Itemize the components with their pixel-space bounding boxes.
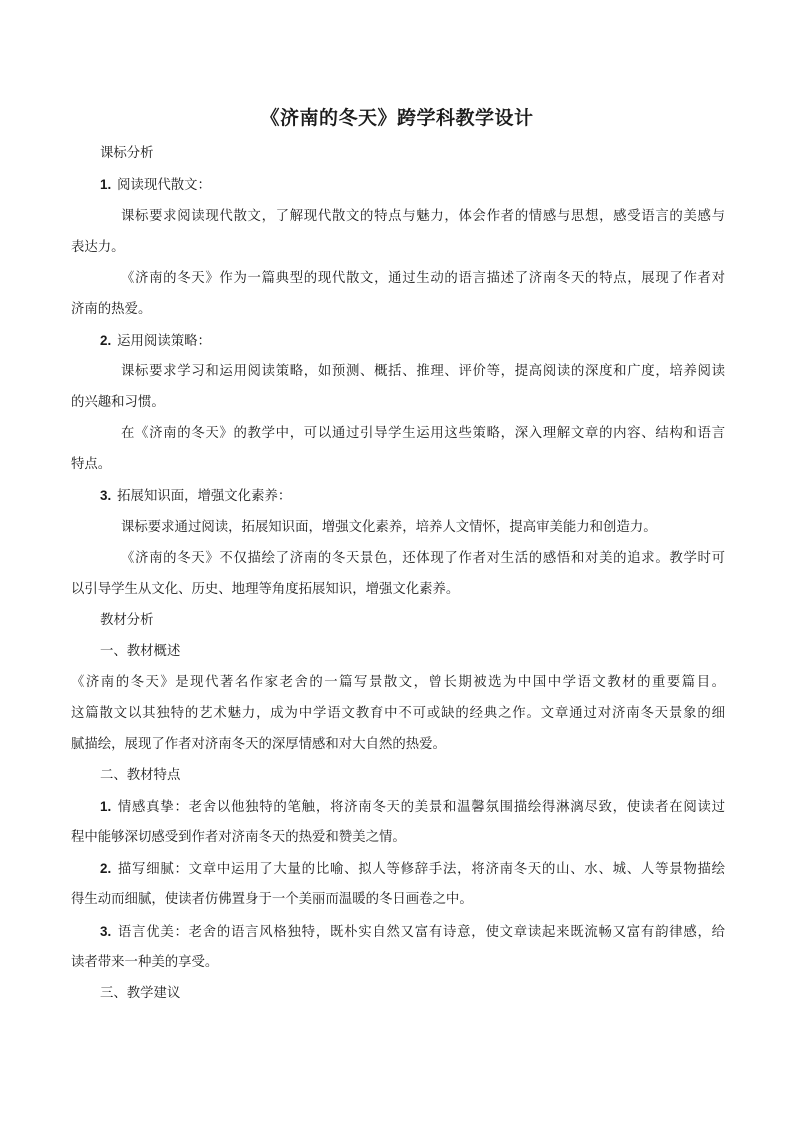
subsection-heading-overview: 一、教材概述 — [100, 644, 181, 659]
list-item-1-heading — [100, 175, 754, 196]
paragraph-line: 读者带来一种美的享受。 — [71, 955, 219, 970]
paragraph-line: 以引导学生从文化、历史、地理等角度拓展知识，增强文化素养。 — [71, 582, 460, 597]
paragraph-line: 在《济南的冬天》的教学中，可以通过引导学生运用这些策略，深入理解文章的内容、结构和语言 — [121, 426, 725, 441]
feature-text: 语言优美：老舍的语言风格独特，既朴实自然又富有诗意，使文章读起来既流畅又富有韵律感，给 — [117, 925, 725, 940]
paragraph-line: 表达力。 — [71, 240, 125, 255]
subsection-heading-features: 二、教材特点 — [100, 768, 181, 783]
section-heading-textbook: 教材分析 — [100, 613, 154, 628]
list-item-heading: 阅读现代散文： — [117, 178, 211, 193]
paragraph-line: 《济南的冬天》不仅描绘了济南的冬天景色，还体现了作者对生活的感悟和对美的追求。教学时可 — [121, 551, 725, 566]
paragraph-line: 程中能够深切感受到作者对济南冬天的热爱和赞美之情。 — [71, 830, 406, 845]
paragraph-line: 这篇散文以其独特的艺术魅力，成为中学语文教育中不可或缺的经典之作。文章通过对济南冬天景象的细 — [71, 706, 725, 721]
paragraph-line: 课标要求通过阅读，拓展知识面，增强文化素养，培养人文情怀，提高审美能力和创造力。 — [121, 520, 657, 535]
list-number: 3. — [100, 488, 112, 503]
list-item-heading: 拓展知识面，增强文化素养： — [117, 489, 292, 504]
paragraph-line: 特点。 — [71, 457, 112, 472]
paragraph-line: 课标要求学习和运用阅读策略，如预测、概括、推理、评价等，提高阅读的深度和广度，培养阅读 — [121, 364, 725, 379]
list-number: 3. — [100, 924, 112, 939]
list-number: 1. — [100, 799, 112, 814]
subsection-heading-suggestions: 三、教学建议 — [100, 986, 181, 1001]
list-number: 1. — [100, 177, 112, 192]
paragraph-line: 得生动而细腻，使读者仿佛置身于一个美丽而温暖的冬日画卷之中。 — [71, 892, 473, 907]
paragraph-line: 《济南的冬天》作为一篇典型的现代散文，通过生动的语言描述了济南冬天的特点，展现了作者对 — [121, 271, 725, 286]
feature-3-line — [100, 922, 725, 943]
paragraph-line: 腻描绘，展现了作者对济南冬天的深厚情感和对大自然的热爱。 — [71, 737, 446, 752]
feature-text: 情感真挚：老舍以他独特的笔触，将济南冬天的美景和温馨氛围描绘得淋漓尽致，使读者在阅读过 — [117, 800, 725, 815]
list-item-2-heading — [100, 331, 754, 352]
list-number: 2. — [100, 861, 112, 876]
list-item-heading: 运用阅读策略： — [117, 334, 211, 349]
paragraph-line: 济南的热爱。 — [71, 302, 152, 317]
paragraph-line: 课标要求阅读现代散文，了解现代散文的特点与魅力，体会作者的情感与思想，感受语言的美感与 — [121, 209, 725, 224]
section-heading-curriculum: 课标分析 — [100, 146, 154, 161]
feature-text: 描写细腻：文章中运用了大量的比喻、拟人等修辞手法，将济南冬天的山、水、城、人等景物描绘 — [117, 862, 725, 877]
paragraph-line: 《济南的冬天》是现代著名作家老舍的一篇写景散文，曾长期被选为中国中学语文教材的重要篇目。 — [71, 675, 725, 690]
paragraph-line: 的兴趣和习惯。 — [71, 395, 165, 410]
page-title: 《济南的冬天》跨学科教学设计 — [260, 107, 534, 129]
feature-2-line — [100, 859, 725, 880]
list-number: 2. — [100, 333, 112, 348]
list-item-3-heading — [100, 486, 754, 507]
feature-1-line — [100, 797, 725, 818]
